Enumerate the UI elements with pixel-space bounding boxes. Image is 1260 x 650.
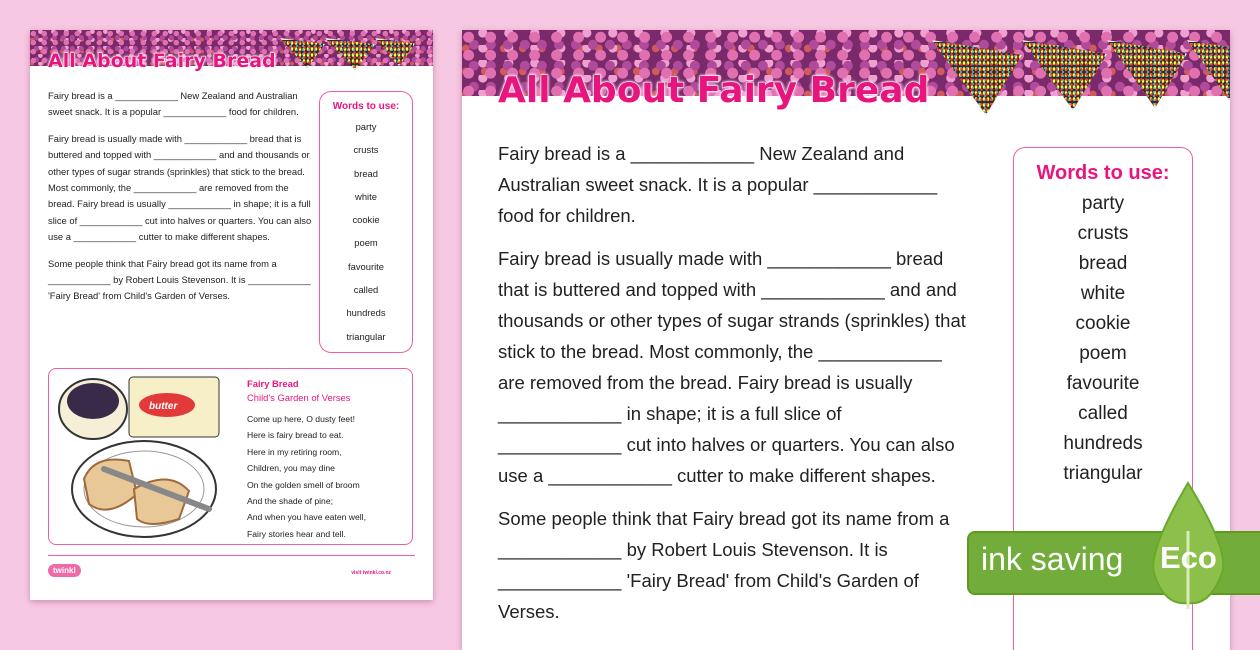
- fairy-bread-slices-image: [280, 38, 415, 70]
- word-bank: [319, 91, 413, 353]
- paragraph: Fairy bread is a ____________ New Zealand and Australian sweet snack. It is a popular ____________ food for children.: [498, 143, 938, 226]
- worksheet-page-thumbnail: [30, 30, 433, 600]
- poem-line: Fairy stories hear and tell.: [247, 528, 346, 539]
- poem-line: Children, you may dine: [247, 463, 335, 474]
- poem-line: On the golden smell of broom: [247, 479, 360, 490]
- word: favourite: [1066, 373, 1140, 394]
- word: cookie: [1075, 313, 1131, 334]
- footer-url: visit twinkl.co.nz: [351, 570, 391, 576]
- word: triangular: [1063, 463, 1143, 484]
- word-bank-heading: Words to use:: [1036, 162, 1170, 184]
- word: crusts: [1077, 223, 1129, 244]
- eco-label: Eco: [1160, 540, 1217, 575]
- word: party: [355, 121, 377, 132]
- page-footer: [48, 555, 415, 585]
- paragraph: Fairy bread is usually made with ____________ bread that is buttered and topped with ____________ and and thousands or other types of sugar strands (sprinkles) that stick to the bread. Most commonly, the ____________ are removed from the bread. Fairy bread is usually ____________ in shape; it is a full slice of ____________ cut into halves or quarters. You can also use a ____________ cutter to make different shapes.: [48, 132, 312, 243]
- poem-line: Here is fairy bread to eat.: [247, 430, 344, 441]
- poem-lines: [247, 411, 366, 542]
- poem-line: Here in my retiring room,: [247, 446, 342, 457]
- cloze-text: [498, 138, 968, 639]
- word-bank-heading: Words to use:: [332, 101, 400, 112]
- paragraph: Some people think that Fairy bread got its name from a ____________ by Robert Louis Stevenson. It is ____________ 'Fairy Bread' from Child's Garden of Verses.: [498, 508, 950, 622]
- poem-line: And the shade of pine;: [247, 496, 334, 507]
- word: hundreds: [1063, 433, 1143, 454]
- poem-subtitle: Child's Garden of Verses: [247, 392, 351, 403]
- word: white: [355, 190, 377, 202]
- paragraph: Fairy bread is usually made with ____________ bread that is buttered and topped with ____________ and and thousands or other types of sugar strands (sprinkles) that stick to the bread. Most commonly, the ____________ are removed from the bread. Fairy bread is usually ____________ in shape; it is a full slice of ____________ cut into halves or quarters. You can also use a ____________ cutter to make different shapes.: [498, 248, 966, 486]
- word: bread: [354, 167, 378, 179]
- badge-text: ink saving: [981, 541, 1124, 577]
- word: bread: [1078, 253, 1128, 274]
- word: crusts: [353, 144, 379, 156]
- word: poem: [1079, 343, 1127, 364]
- paragraph: Some people think that Fairy bread got its name from a ____________ by Robert Louis Stevenson. It is ____________ 'Fairy Bread' from Child's Garden of Verses.: [48, 257, 311, 302]
- poem-line: Come up here, O dusty feet!: [247, 414, 355, 424]
- word: party: [1081, 193, 1125, 214]
- page-title: All About Fairy Bread: [48, 50, 276, 72]
- word: white: [1080, 283, 1126, 304]
- page-title: All About Fairy Bread: [498, 70, 930, 111]
- fairy-bread-slices-image: [932, 40, 1230, 115]
- word: called: [353, 284, 379, 296]
- word: called: [1078, 403, 1128, 424]
- cloze-text: [48, 88, 313, 315]
- poem-box: [48, 368, 413, 545]
- word: triangular: [346, 330, 386, 342]
- butter-label: butter: [149, 401, 178, 412]
- word: cookie: [352, 214, 380, 226]
- paragraph: Fairy bread is a ____________ New Zealand and Australian sweet snack. It is a popular ____________ food for children.: [48, 90, 299, 118]
- word: poem: [354, 237, 378, 249]
- poem-title: Fairy Bread: [247, 378, 299, 389]
- twinkl-logo: twinkl: [48, 564, 81, 577]
- fairy-bread-illustration: [49, 369, 239, 544]
- word: favourite: [348, 260, 384, 272]
- poem-line: And when you have eaten well,: [247, 512, 366, 523]
- word: hundreds: [346, 307, 386, 319]
